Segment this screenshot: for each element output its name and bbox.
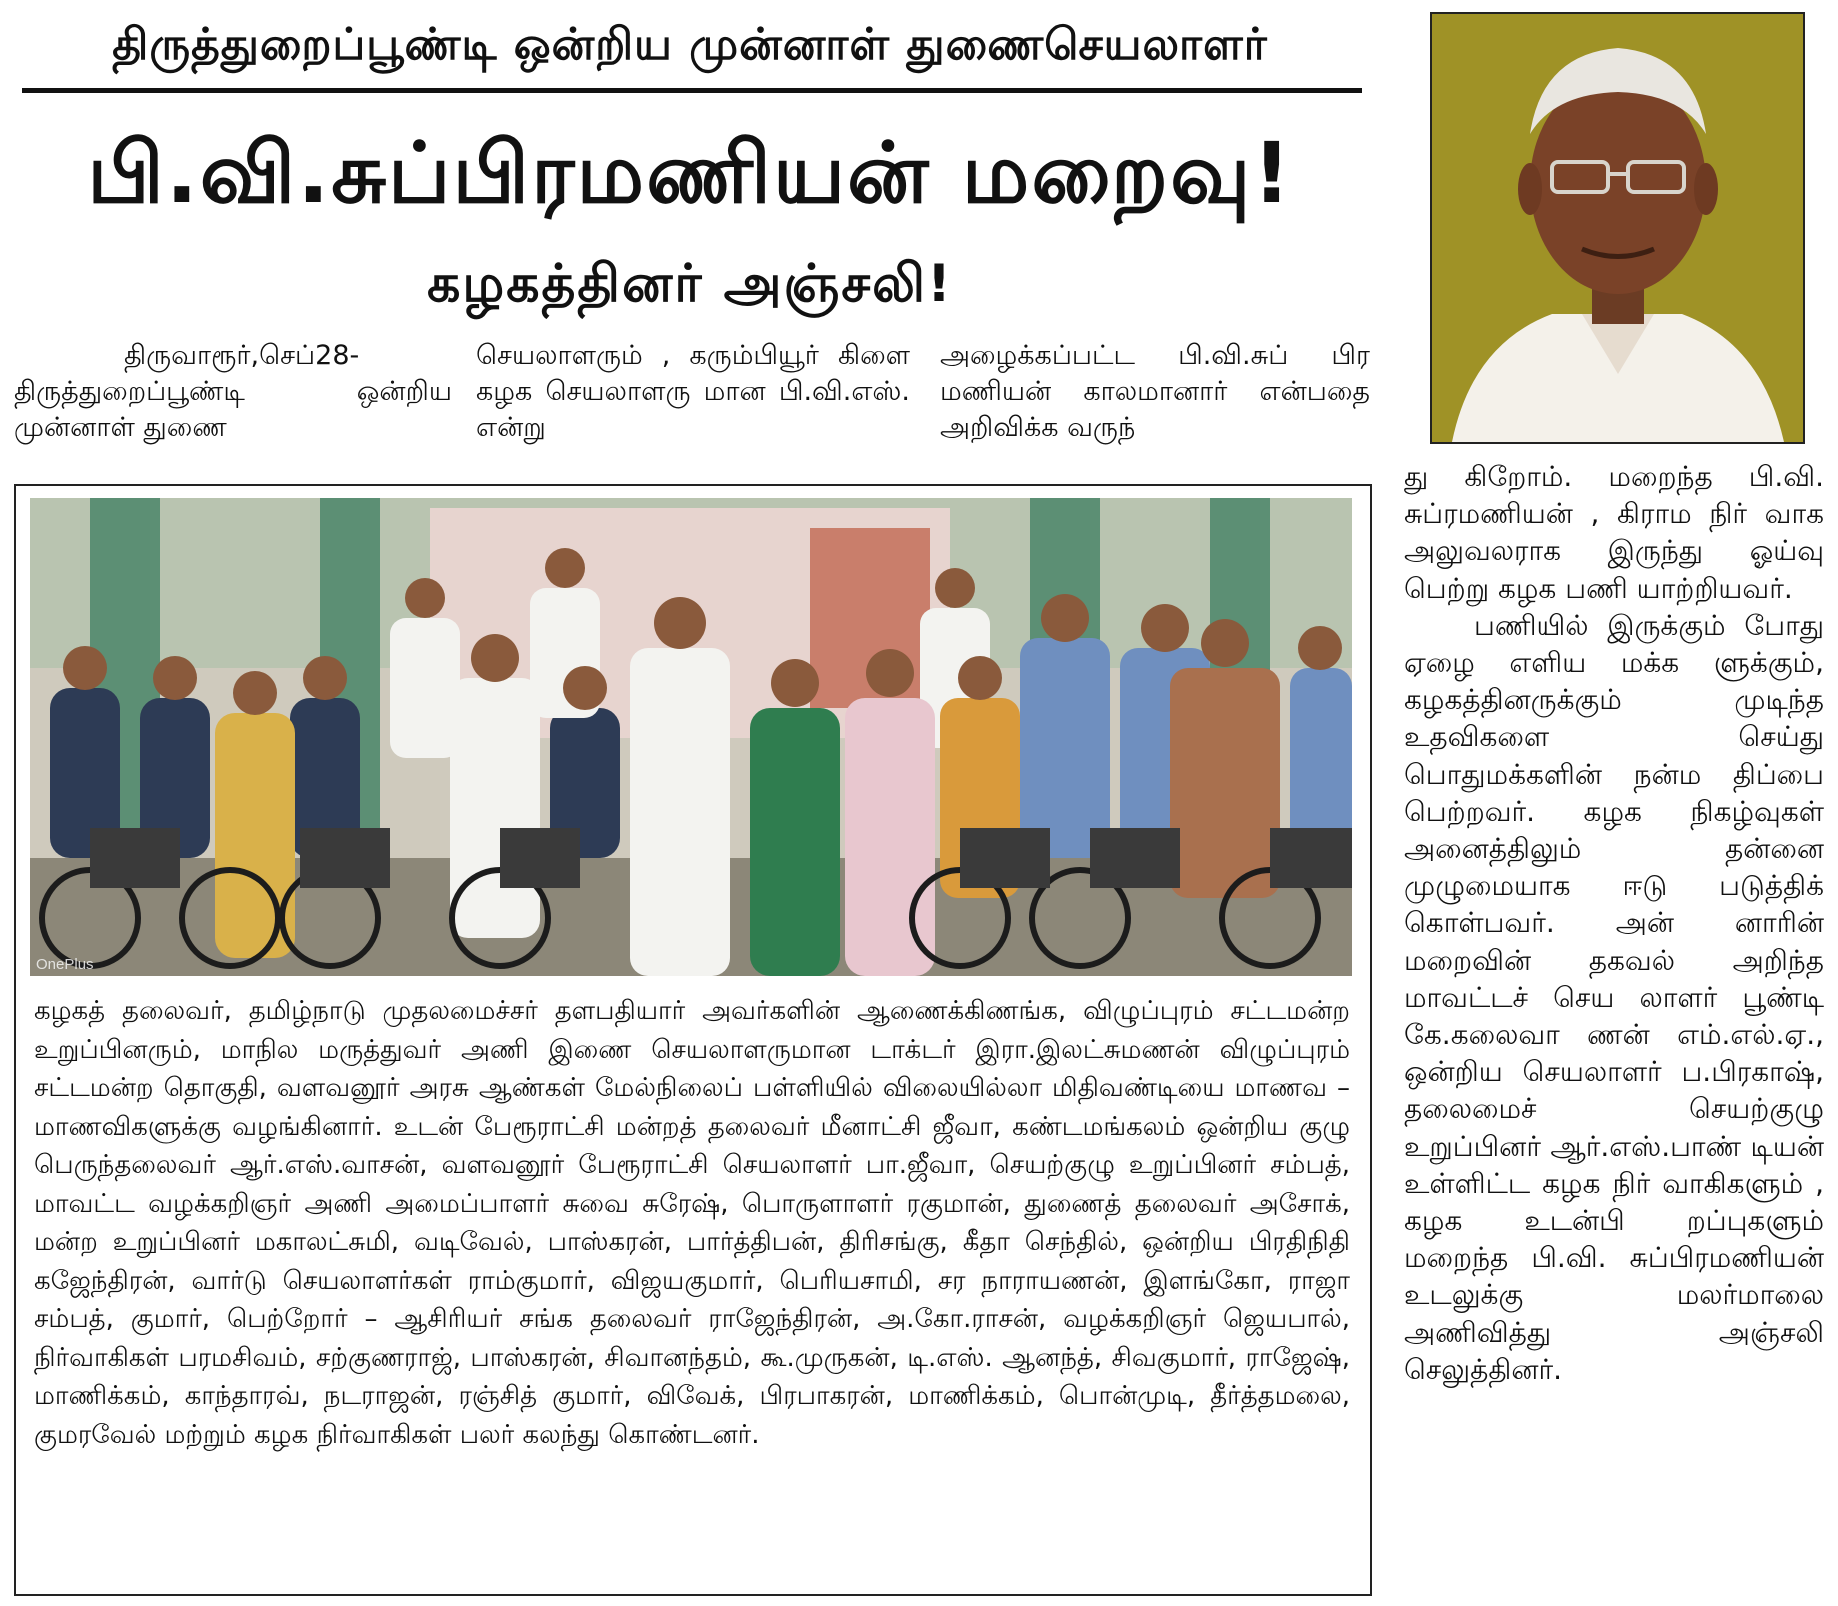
group-photo-caption: [34, 992, 1350, 1582]
continued-column: [1404, 458, 1824, 1598]
article-kicker: திருத்துறைப்பூண்டி ஒன்றிய முன்னாள் துணைசெயலாளர்: [112, 19, 1268, 70]
article-headline: பி.வி.சுப்பிரமணியன் மறைவு!: [87, 124, 1293, 222]
intro-column-1: [14, 338, 452, 448]
intro-column-2: [476, 338, 910, 448]
intro-column-2-text: செயலாளரும் , கரும்பியூர் கிளை கழக செயலாளரு மான பி.வி.எஸ். என்று: [476, 340, 910, 443]
intro-column-3: [940, 338, 1370, 448]
group-photo: [30, 498, 1352, 976]
portrait-photo: [1430, 12, 1805, 444]
intro-column-1-text: திருவாரூர்,செப்28- திருத்துறைப்பூண்டி ஒன்றிய முன்னாள் துணை: [14, 340, 452, 443]
continued-para-1: து கிறோம். மறைந்த பி.வி. சுப்ரமணியன் , கிராம நிர் வாக அலுவலராக இருந்து ஓய்வு பெற்று கழக பணி யாற்றியவர்.: [1404, 460, 1824, 605]
portrait-illustration: [1432, 14, 1803, 442]
kicker-underline: [22, 88, 1362, 93]
continued-para-2: பணியில் இருக்கும் போது ஏழை எளிய மக்க ளுக்கும், கழகத்தினருக்கும் முடிந்த உதவிகளை செய்து பொதுமக்களின் நன்ம திப்பை பெற்றவர். கழக நிகழ்வுகள் அனைத்திலும் தன்னை முழுமையாக ஈடு படுத்திக் கொள்பவர். அன் னாரின் மறைவின் தகவல் அறிந்த மாவட்டச் செய லாளர் பூண்டி கே.கலைவா ணன் எம்.எல்.ஏ., ஒன்றிய செயலாளர் ப.பிரகாஷ், தலைமைச் செயற்குழு உறுப்பினர் ஆர்.எஸ்.பாண் டியன் உள்ளிட்ட கழக நிர் வாகிகளும் , கழக உடன்பி றப்புகளும் மறைந்த பி.வி. சுப்பிரமணியன் உடலுக்கு மலர்மாலை அணிவித்து அஞ்சலி செலுத்தினர்.: [1404, 608, 1824, 1386]
article-subhead: கழகத்தினர் அஞ்சலி!: [427, 254, 953, 314]
caption-text: கழகத் தலைவர், தமிழ்நாடு முதலமைச்சர் தளபதியார் அவர்களின் ஆணைக்கிணங்க, விழுப்புரம் சட்டமன்ற உறுப்பினரும், மாநில மருத்துவர் அணி இணை செயலாளருமான டாக்டர் இரா.இலட்சுமணன் விழுப்புரம் சட்டமன்ற தொகுதி, வளவனூர் அரசு ஆண்கள் மேல்நிலைப் பள்ளியில் விலையில்லா மிதிவண்டியை மாணவ – மாணவிகளுக்கு வழங்கினார். உடன் பேரூராட்சி மன்றத் தலைவர் மீனாட்சி ஜீவா, கண்டமங்கலம் ஒன்றிய குழு பெருந்தலைவர் ஆர்.எஸ்.வாசன், வளவனூர் பேரூராட்சி செயலாளர் பா.ஜீவா, செயற்குழு உறுப்பினர் சம்பத், மாவட்ட வழக்கறிஞர் அணி அமைப்பாளர் சுவை சுரேஷ், பொருளாளர் ரகுமான், துணைத் தலைவர் அசோக், மன்ற உறுப்பினர் மகாலட்சுமி, வடிவேல், பாஸ்கரன், பார்த்திபன், திரிசங்கு, கீதா செந்தில், ஒன்றிய பிரதிநிதி கஜேந்திரன், வார்டு செயலாளர்கள் ராம்குமார், விஜயகுமார், பெரியசாமி, சர நாராயணன், இளங்கோ, ராஜா சம்பத், குமார், பெற்றோர் – ஆசிரியர் சங்க தலைவர் ராஜேந்திரன், அ.கோ.ராசன், வழக்கறிஞர் ஜெயபால், நிர்வாகிகள் பரமசிவம், சற்குணராஜ், பாஸ்கரன், சிவானந்தம், கூ.முருகன், டி.எஸ். ஆனந்த், சிவகுமார், ராஜேஷ், மாணிக்கம், காந்தாரவ், நடராஜன், ரஞ்சித் குமார், விவேக், பிரபாகரன், மாணிக்கம், பொன்முடி, தீர்த்தமலை, குமரவேல் மற்றும் கழக நிர்வாகிகள் பலர் கலந்து கொண்டனர்.: [34, 996, 1350, 1450]
photo-watermark: OnePlus: [36, 956, 94, 973]
intro-column-3-text: அழைக்கப்பட்ட பி.வி.சுப் பிர மணியன் காலமானார் என்பதை அறிவிக்க வருந்: [940, 340, 1370, 443]
group-photo-illustration: [30, 498, 1352, 976]
